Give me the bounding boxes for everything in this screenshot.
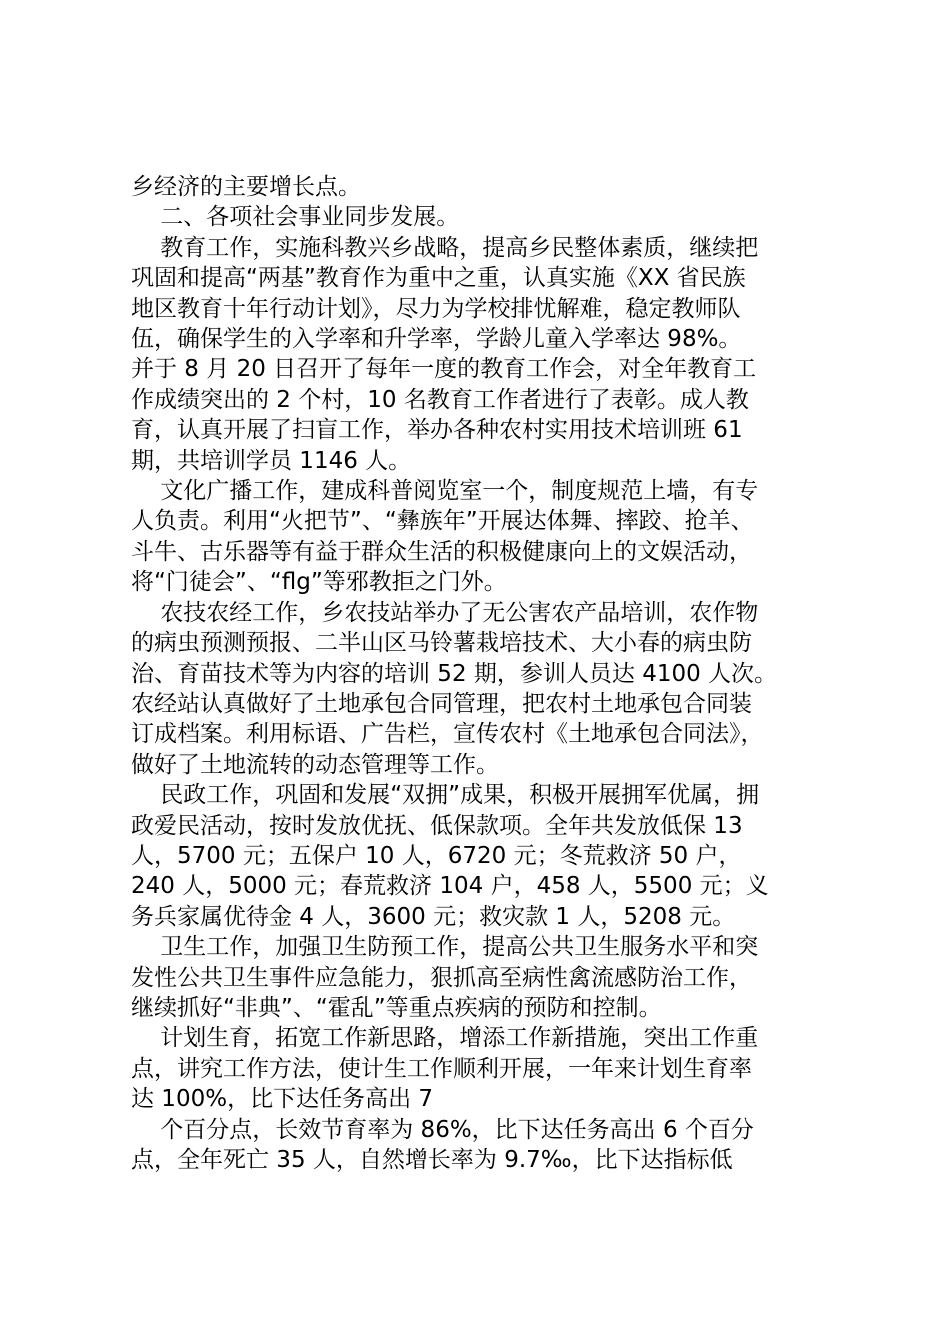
text-line: 伍，确保学生的入学率和升学率，学龄儿童入学率达 98%。 xyxy=(131,326,742,353)
document-body xyxy=(131,172,841,1175)
text-line: 巩固和提高“两基”教育作为重中之重，认真实施《XX 省民族 xyxy=(131,265,746,292)
text-line: 作成绩突出的 2 个村，10 名教育工作者进行了表彰。成人教 xyxy=(131,386,749,413)
text-line: 期，共培训学员 1146 人。 xyxy=(131,447,412,474)
text-line: 继续抓好“非典”、“霍乱”等重点疾病的预防和控制。 xyxy=(131,994,662,1021)
text-line: 育，认真开展了扫盲工作，举办各种农村实用技术培训班 61 xyxy=(131,417,743,444)
text-line: 并于 8 月 20 日召开了每年一度的教育工作会，对全年教育工 xyxy=(131,356,757,383)
text-line: 文化广播工作，建成科普阅览室一个，制度规范上墙，有专 xyxy=(131,478,759,505)
text-line: 卫生工作，加强卫生防预工作，提高公共卫生服务水平和突 xyxy=(131,934,759,961)
text-line: 将“门徒会”、“flg”等邪教拒之门外。 xyxy=(131,569,507,596)
text-line: 点，讲究工作方法，使计生工作顺利开展，一年来计划生育率 xyxy=(131,1055,752,1082)
text-line: 治、育苗技术等为内容的培训 52 期，参训人员达 4100 人次。 xyxy=(131,660,778,687)
text-line: 做好了土地流转的动态管理等工作。 xyxy=(131,751,499,778)
text-line: 地区教育十年行动计划》，尽力为学校排忧解难，稳定教师队 xyxy=(131,295,741,322)
text-line: 斗牛、古乐器等有益于群众生活的积极健康向上的文娱活动， xyxy=(131,538,752,565)
text-line: 计划生育，拓宽工作新思路，增添工作新措施，突出工作重 xyxy=(131,1025,759,1052)
text-line: 的病虫预测预报、二半山区马铃薯栽培技术、大小春的病虫防 xyxy=(131,630,752,657)
text-line: 人，5700 元；五保户 10 人，6720 元；冬荒救济 50 户， xyxy=(131,842,742,869)
text-line: 订成档案。利用标语、广告栏，宣传农村《土地承包合同法》， xyxy=(131,721,764,748)
text-line: 达 100%，比下达任务高出 7 xyxy=(131,1086,434,1113)
text-line: 政爱民活动，按时发放优抚、低保款项。全年共发放低保 13 xyxy=(131,812,743,839)
text-line: 点，全年死亡 35 人，自然增长率为 9.7‰，比下达指标低 xyxy=(131,1147,733,1173)
text-line: 农技农经工作，乡农技站举办了无公害农产品培训，农作物 xyxy=(131,599,759,626)
text-line: 教育工作，实施科教兴乡战略，提高乡民整体素质，继续把 xyxy=(131,234,759,261)
text-line: 240 人，5000 元；春荒救济 104 户，458 人，5500 元；义 xyxy=(131,873,769,900)
section-heading: 二、各项社会事业同步发展。 xyxy=(131,204,460,231)
text-line: 人负责。利用“火把节”、“彝族年”开展达体舞、摔跤、抢羊、 xyxy=(131,508,754,535)
text-line: 乡经济的主要增长点。 xyxy=(131,174,361,200)
text-line: 务兵家属优待金 4 人，3600 元；救灾款 1 人，5208 元。 xyxy=(131,903,736,930)
text-line: 民政工作，巩固和发展“双拥”成果，积极开展拥军优属，拥 xyxy=(131,782,760,809)
text-line: 个百分点，长效节育率为 86%，比下达任务高出 6 个百分 xyxy=(131,1116,754,1143)
text-line: 发性公共卫生事件应急能力，狠抓高至病性禽流感防治工作， xyxy=(131,964,752,991)
text-line: 农经站认真做好了土地承包合同管理，把农村土地承包合同装 xyxy=(131,690,752,717)
